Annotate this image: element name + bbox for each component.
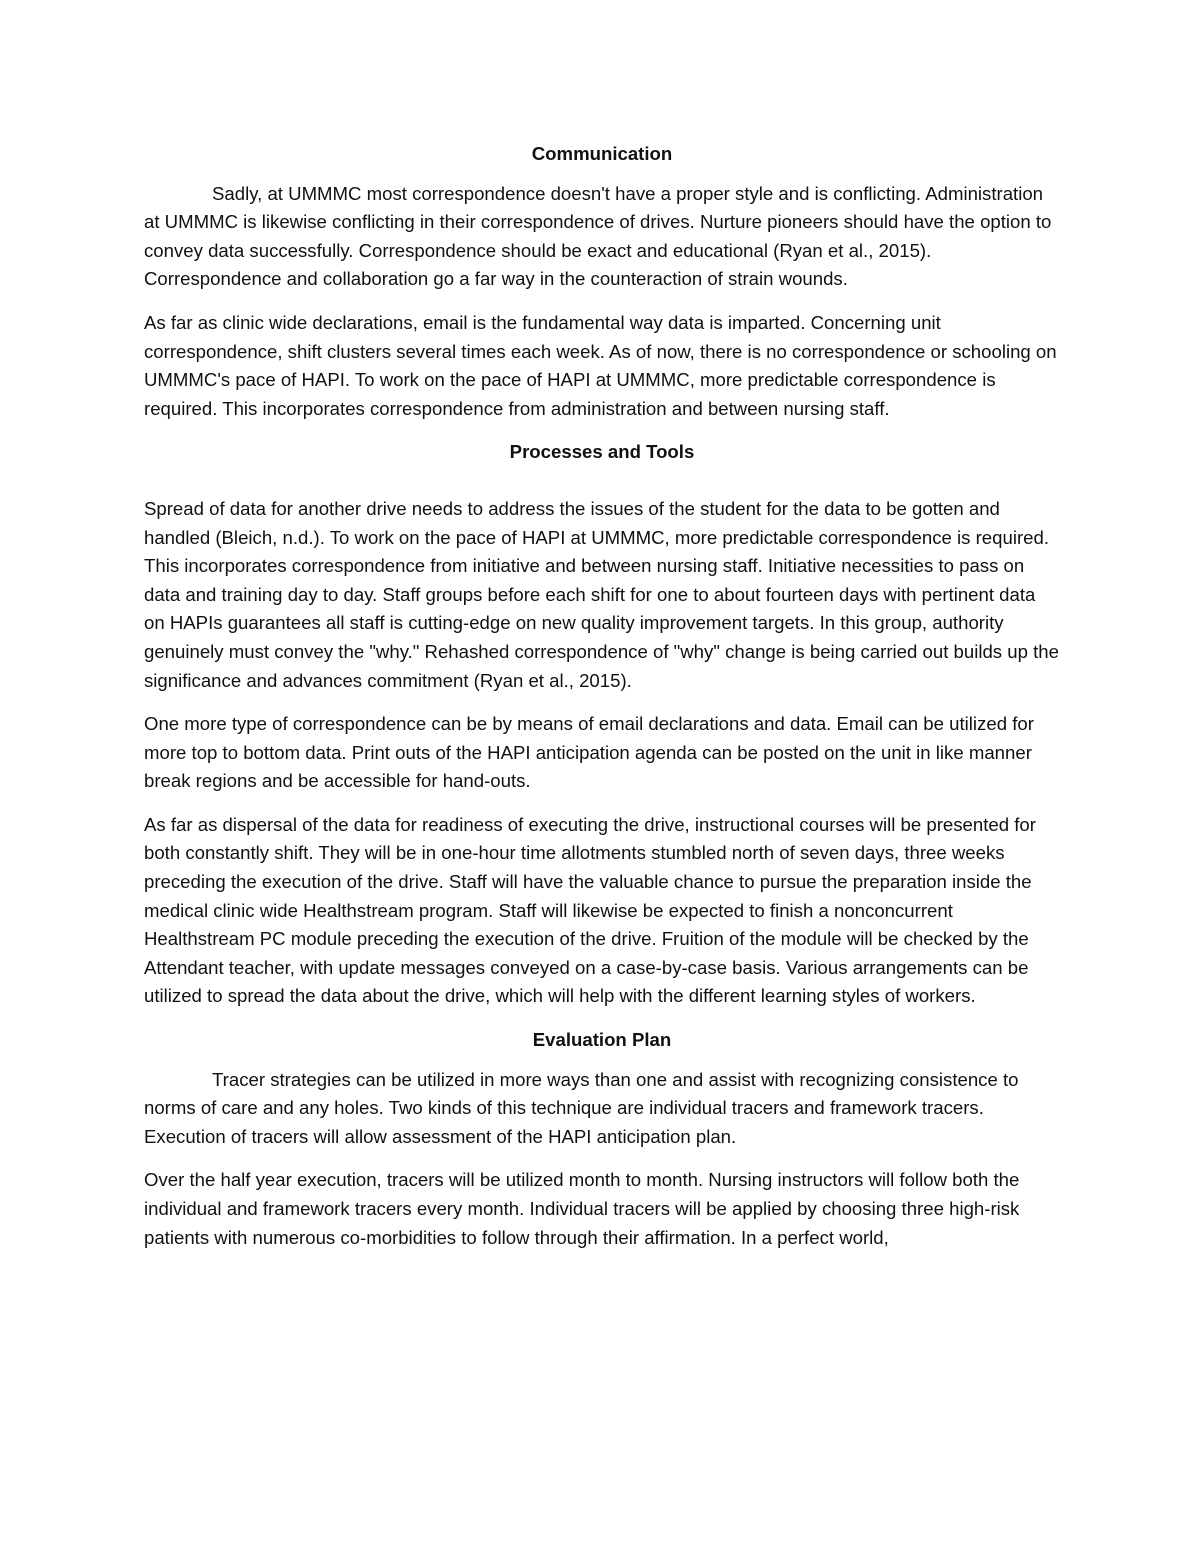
paragraph: One more type of correspondence can be by means of email declarations and data. Email can be utilized for more top to bottom data. Print outs of the HAPI anticipation agenda can be posted on the unit in like manner break regions and be accessible for hand-outs. [144,713,1034,792]
paragraph: As far as clinic wide declarations, email is the fundamental way data is imparted. Concerning unit correspondence, shift clusters several times each week. As of now, there is no correspondence or schooling on UMMMC's pace of HAPI. To work on the pace of HAPI at UMMMC, more predictable correspondence is required. This incorporates correspondence from administration and between nursing staff. [144,311,1057,419]
paragraph: Sadly, at UMMMC most correspondence doesn't have a proper style and is conflicting. Administration at UMMMC is likewise conflicting in their correspondence of drives. Nurture pioneers should have the option to convey data successfully. Correspondence should be exact and educational (Ryan et al., 2015). Correspondence and collaboration go a far way in the counteraction of strain wounds. [144,182,1052,290]
paragraph: Spread of data for another drive needs to address the issues of the student for the data to be gotten and handled (Bleich, n.d.). To work on the pace of HAPI at UMMMC, more predictable correspondence is required. This incorporates correspondence from initiative and between nursing staff. Initiative necessities to pass on data and training day to day. Staff groups before each shift for one to about fourteen days with pertinent data on HAPIs guarantees all staff is cutting-edge on new quality improvement targets. In this group, authority genuinely must convey the "why." Rehashed correspondence of "why" change is being carried out builds up the significance and advances commitment (Ryan et al., 2015). [144,497,1059,691]
paragraph: Tracer strategies can be utilized in more ways than one and assist with recognizing consistence to norms of care and any holes. Two kinds of this technique are individual tracers and framework tracers. Execution of tracers will allow assessment of the HAPI anticipation plan. [144,1068,1019,1147]
section-heading-evaluation-plan: Evaluation Plan [532,1029,672,1051]
paragraph: Over the half year execution, tracers will be utilized month to month. Nursing instructors will follow both the individual and framework tracers every month. Individual tracers will be applied by choosing three high-risk patients with numerous co-morbidities to follow through their affirmation. In a perfect world, [144,1169,1020,1248]
section-heading-communication: Communication [531,143,673,164]
document-page [144,140,1060,1267]
paragraph: As far as dispersal of the data for readiness of executing the drive, instructional courses will be presented for both constantly shift. They will be in one-hour time allotments stumbled north of seven days, three weeks preceding the execution of the drive. Staff will have the valuable chance to pursue the preparation inside the medical clinic wide Healthstream program. Staff will likewise be expected to finish a nonconcurrent Healthstream PC module preceding the execution of the drive. Fruition of the module will be checked by the Attendant teacher, with update messages conveyed on a case-by-case basis. Various arrangements can be utilized to spread the data about the drive, which will help with the different learning styles of workers. [144,813,1036,1007]
section-heading-processes-and-tools: Processes and Tools [509,441,695,463]
